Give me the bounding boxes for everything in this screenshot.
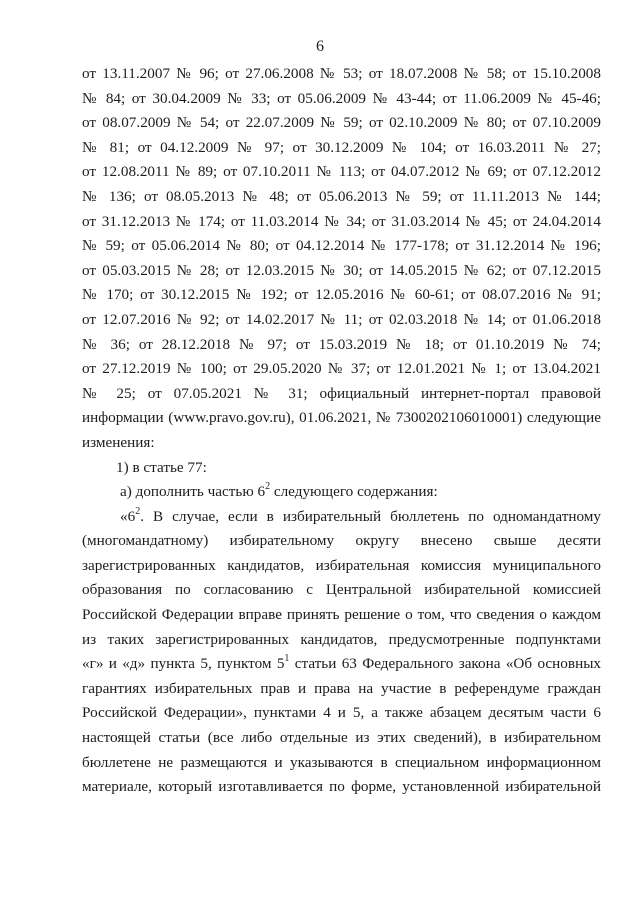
text-line: от 13.11.2007 № 96; от 27.06.2008 № 53; от 18.07.2008 № 58; от 15.10.2008 [82, 65, 601, 82]
text-line: Российской Федерации», пунктами 4 и 5, а также абзацем десятым части 6 [82, 704, 601, 722]
text-line: № 136; от 08.05.2013 № 48; от 05.06.2013 № 59; от 11.11.2013 № 144; [82, 187, 601, 205]
text-line: из таких зарегистрированных кандидатов, предусмотренные подпунктами [82, 630, 601, 648]
text-line: № 84; от 30.04.2009 № 33; от 05.06.2009 № 43-44; от 11.06.2009 № 45-46; [82, 89, 601, 107]
text-line: от 08.07.2009 № 54; от 22.07.2009 № 59; от 02.10.2009 № 80; от 07.10.2009 [82, 114, 601, 132]
text-line: от 12.07.2016 № 92; от 14.02.2017 № 11; от 02.03.2018 № 14; от 01.06.2018 [82, 310, 601, 328]
quote-mid-line [82, 652, 601, 677]
text-line: бюллетене не размещаются и указываются в специальном информационном [82, 753, 601, 771]
text-line: информации (www.pravo.gov.ru), 01.06.2021, № 7300202106010001) следующие [82, 409, 601, 427]
item-a-superscript: 2 [265, 481, 271, 493]
quote-mid-text-end: статьи 63 Федерального закона «Об основных [289, 655, 601, 673]
text-line: настоящей статьи (все либо отдельные из этих сведений), в избирательном [82, 729, 601, 747]
text-line: № 59; от 05.06.2014 № 80; от 04.12.2014 № 177-178; от 31.12.2014 № 196; [82, 237, 601, 255]
text-line: от 05.03.2015 № 28; от 12.03.2015 № 30; от 14.05.2015 № 62; от 07.12.2015 [82, 261, 601, 279]
quote-first-text: . В случае, если в избирательный бюллетень по одномандатному [140, 507, 601, 525]
text-line: изменения: [82, 433, 155, 451]
text-line: гарантиях избирательных прав и права на участие в референдуме граждан [82, 679, 601, 697]
text-line: от 27.12.2019 № 100; от 29.05.2020 № 37; от 12.01.2021 № 1; от 13.04.2021 [82, 360, 601, 378]
item-a-text-end: следующего содержания: [270, 483, 438, 501]
text-line: № 36; от 28.12.2018 № 97; от 15.03.2019 № 18; от 01.10.2019 № 74; [82, 335, 601, 353]
text-line: зарегистрированных кандидатов, избирательная комиссия муниципального [82, 556, 601, 574]
quote-open: «6 [120, 507, 136, 525]
text-line: (многомандатному) избирательному округу внесено свыше десяти [82, 532, 601, 550]
text-line: № 170; от 30.12.2015 № 192; от 12.05.2016 № 60-61; от 08.07.2016 № 91; [82, 286, 601, 304]
text-line: Российской Федерации вправе принять решение о том, что сведения о каждом [82, 606, 601, 624]
item-a-text: а) дополнить частью 6 [120, 483, 266, 501]
document-body [82, 62, 601, 800]
quote-mid-superscript: 1 [284, 653, 290, 665]
item-a [82, 480, 601, 505]
item-1: 1) в статье 77: [116, 458, 207, 476]
text-line: от 31.12.2013 № 174; от 11.03.2014 № 34; от 31.03.2014 № 45; от 24.04.2014 [82, 212, 601, 230]
text-line: № 81; от 04.12.2009 № 97; от 30.12.2009 № 104; от 16.03.2011 № 27; [82, 138, 601, 156]
text-line: № 25; от 07.05.2021 № 31; официальный интернет-портал правовой [82, 384, 601, 402]
quote-superscript: 2 [135, 505, 141, 517]
text-line: образования по согласованию с Центральной избирательной комиссией [82, 581, 601, 599]
page-number: 6 [316, 38, 324, 55]
quote-mid-text: «г» и «д» пункта 5, пунктом 5 [82, 655, 285, 673]
text-line: материале, который изготавливается по форме, установленной избирательной [82, 778, 601, 796]
text-line: от 12.08.2011 № 89; от 07.10.2011 № 113; от 04.07.2012 № 69; от 07.12.2012 [82, 163, 601, 181]
quote-first-line [82, 505, 601, 530]
